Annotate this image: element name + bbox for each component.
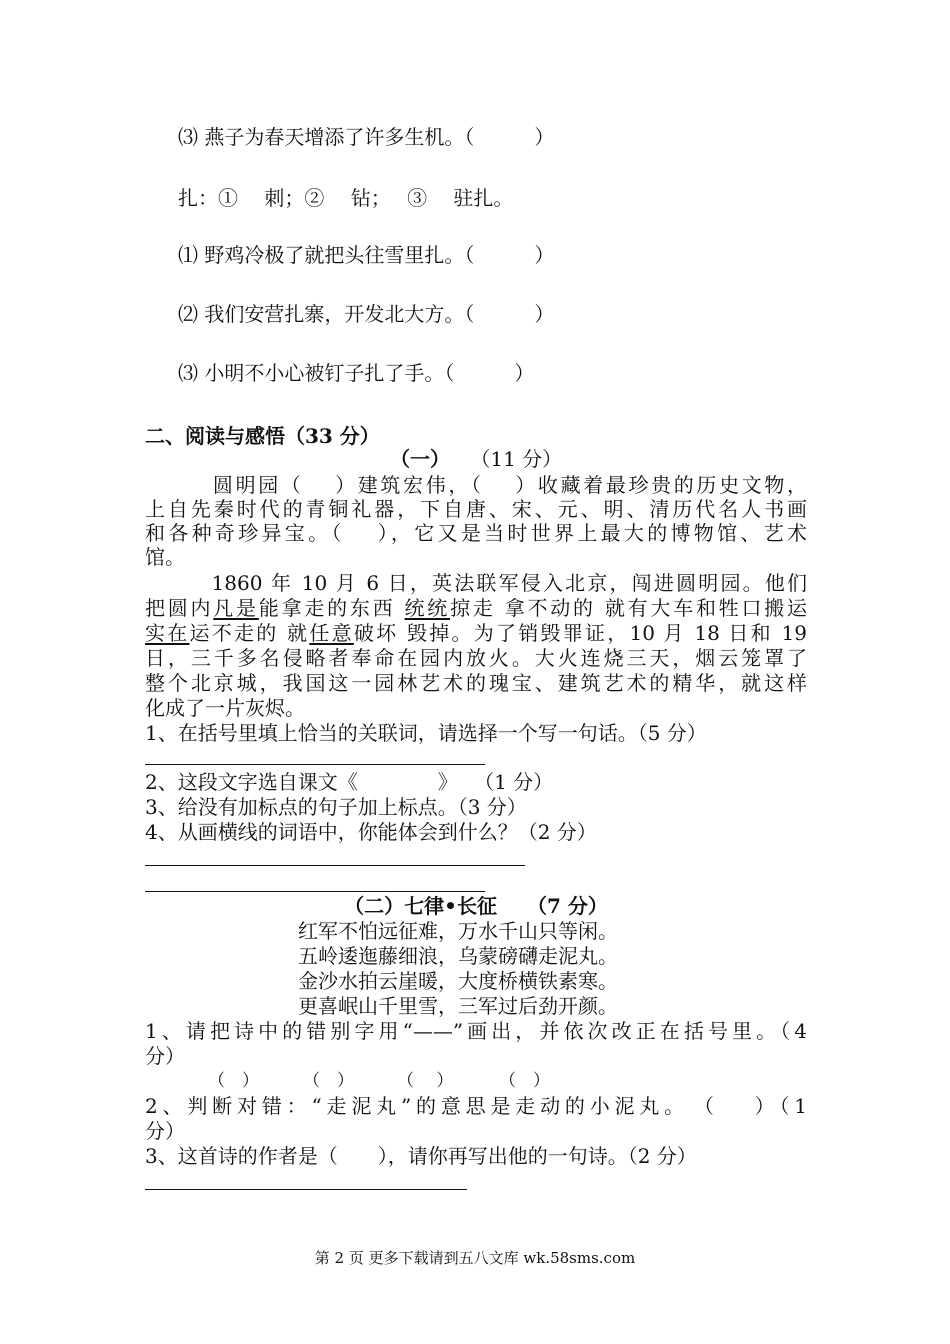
question-swallow-item: ⑶ 燕子为春天增添了许多生机。（ ） (178, 125, 555, 149)
poem-line: 更喜岷山千里雪，三军过后劲开颜。 (298, 994, 618, 1018)
poem-line: 五岭逶迤藤细浪，乌蒙磅礴走泥丸。 (298, 944, 618, 968)
passage1-p2-line5: 整个北京城，我国这一园林艺术的瑰宝、建筑艺术的精华，就这样 (145, 671, 807, 695)
passage2-question-2-cont: 分） (145, 1119, 185, 1143)
passage1-p1-line3: 和各种奇珍异宝。（ ），它又是当时世界上最大的博物馆、艺术 (145, 521, 807, 545)
passage2-question-1-cont: 分） (145, 1044, 185, 1068)
answer-line[interactable] (145, 891, 485, 892)
section-heading: 二、阅读与感悟（33 分） (145, 424, 380, 448)
passage1-score: （11 分） (470, 447, 563, 471)
passage2-title: （二）七律•长征 （7 分） (344, 894, 608, 918)
passage1-p2-line2: 把圆内凡是能拿走的东西 统统掠走 拿不动的 就有大车和牲口搬运 (145, 596, 808, 620)
passage2-question-1: 1、请把诗中的错别字用“——”画出，并依次改正在括号里。（4 (145, 1019, 807, 1043)
zha-item-3: ⑶ 小明不小心被钉子扎了手。（ ） (178, 361, 535, 385)
answer-blank[interactable]: （ ） (499, 1071, 550, 1091)
passage1-question-4: 4、从画横线的词语中，你能体会到什么？（2 分） (145, 820, 597, 844)
underlined-word: 实在 (145, 621, 190, 645)
passage2-question-3: 3、这首诗的作者是（ ），请你再写出他的一句诗。（2 分） (145, 1144, 697, 1168)
page-footer: 第 2 页 更多下载请到五八文库 wk.58sms.com (314, 1249, 636, 1267)
passage1-question-1: 1、在括号里填上恰当的关联词，请选择一个写一句话。（5 分） (145, 721, 707, 745)
answer-blank[interactable]: （ ） (303, 1071, 354, 1091)
passage2-question-2: 2、判断对错：“走泥丸”的意思是走动的小泥丸。 （ ）（1 (145, 1094, 807, 1118)
underlined-word: 凡是 (213, 596, 259, 620)
answer-line[interactable] (145, 764, 485, 765)
underlined-word: 任意 (309, 621, 354, 645)
answer-line[interactable] (145, 865, 525, 866)
passage1-question-3: 3、给没有加标点的句子加上标点。（3 分） (145, 795, 527, 819)
passage1-title: （一） (390, 447, 450, 471)
underlined-word: 统统 (404, 596, 451, 620)
passage1-p2-line3: 实在运不走的 就任意破坏 毁掉。为了销毁罪证，10 月 18 日和 19 (145, 621, 807, 645)
passage1-p1-line1: 圆明园（ ）建筑宏伟，（ ）收藏着最珍贵的历史文物， (145, 473, 807, 497)
passage1-p2-line1: 1860 年 10 月 6 日，英法联军侵入北京，闯进圆明园。他们 (145, 571, 807, 595)
passage1-p1-line2: 上自先秦时代的青铜礼器，下自唐、宋、元、明、清历代名人书画 (145, 497, 807, 521)
zha-item-1: ⑴ 野鸡冷极了就把头往雪里扎。（ ） (178, 243, 555, 267)
answer-line[interactable] (145, 1189, 467, 1190)
zha-meanings: 扎：① 刺；② 钻； ③ 驻扎。 (178, 186, 514, 210)
poem-line: 金沙水拍云崖暖，大度桥横铁素寒。 (298, 969, 618, 993)
answer-blank[interactable]: （ ） (208, 1071, 259, 1091)
passage1-p2-line6: 化成了一片灰烬。 (145, 696, 305, 720)
passage1-question-2: 2、这段文字选自课文《 》 （1 分） (145, 770, 554, 794)
zha-item-2: ⑵ 我们安营扎寨，开发北大方。（ ） (178, 302, 555, 326)
answer-blank[interactable]: （ ） (397, 1071, 454, 1091)
poem-line: 红军不怕远征难，万水千山只等闲。 (298, 919, 618, 943)
passage1-p2-line4: 日，三千多名侵略者奉命在园内放火。大火连烧三天，烟云笼罩了 (145, 646, 807, 670)
passage1-p1-line4: 馆。 (145, 545, 185, 569)
